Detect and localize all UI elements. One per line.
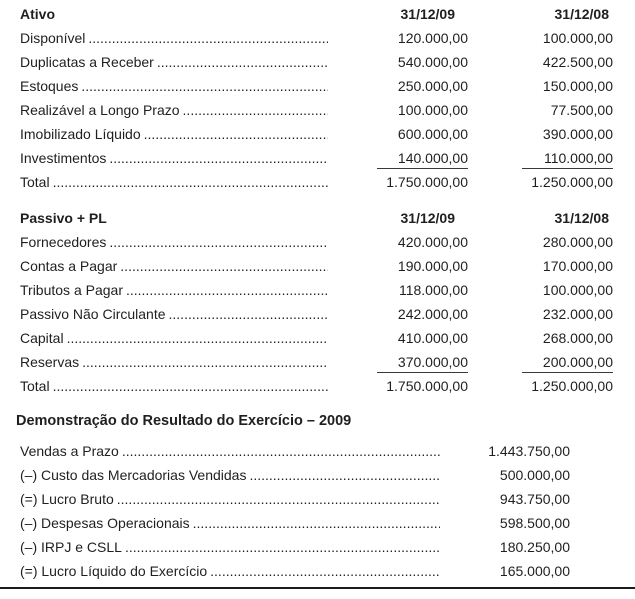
dre-value: 180.250,00 (499, 539, 570, 555)
table-row (20, 30, 613, 54)
dot-leader (122, 539, 440, 555)
ativo-total-row (20, 174, 613, 198)
dot-leader (78, 78, 328, 94)
value-2009: 370.000,00 (328, 354, 468, 373)
value-2008: 422.500,00 (542, 54, 613, 70)
table-row (20, 126, 613, 150)
dot-leader (117, 258, 328, 274)
row-label: Duplicatas a Receber (20, 54, 154, 70)
total-value-2009: 1.750.000,00 (386, 174, 468, 190)
table-row (20, 306, 613, 330)
total-value-2009: 1.750.000,00 (386, 378, 468, 394)
value-2008: 200.000,00 (468, 354, 613, 373)
row-label: (–) IRPJ e CSLL (20, 539, 122, 555)
row-label: Imobilizado Líquido (20, 126, 141, 142)
value-2009: 540.000,00 (397, 54, 468, 70)
dot-leader (50, 174, 328, 190)
table-row (20, 78, 613, 102)
value-2008: 268.000,00 (542, 330, 613, 346)
table-row (20, 102, 613, 126)
dre-rows (20, 443, 613, 587)
table-row (20, 330, 613, 354)
row-label: Reservas (20, 354, 80, 370)
row-label: Disponível (20, 30, 86, 46)
dot-leader (246, 467, 440, 483)
dre-title: Demonstração do Resultado do Exercício – 2009 (16, 413, 352, 429)
value-2008: 110.000,00 (468, 150, 613, 169)
table-row (20, 282, 613, 306)
passivo-total-row (20, 378, 613, 402)
value-2009: 140.000,00 (328, 150, 468, 169)
dot-leader (207, 563, 440, 579)
dot-leader (190, 515, 440, 531)
row-label: (–) Despesas Operacionais (20, 515, 190, 531)
value-2008: 390.000,00 (542, 126, 613, 142)
dot-leader (154, 54, 328, 70)
dot-leader (64, 330, 328, 346)
value-2008: 77.500,00 (550, 102, 613, 118)
value-2008: 280.000,00 (542, 234, 613, 250)
passivo-title: Passivo + PL (20, 210, 107, 226)
dre-value: 943.750,00 (499, 491, 570, 507)
bottom-rule (0, 587, 635, 589)
dot-leader (85, 30, 328, 46)
passivo-table (20, 210, 613, 402)
dot-leader (114, 491, 440, 507)
dre-row (20, 467, 570, 491)
row-label: Fornecedores (20, 234, 107, 250)
table-row (20, 234, 613, 258)
dot-leader (166, 306, 328, 322)
ativo-rows (20, 30, 613, 174)
dre-value: 598.500,00 (499, 515, 570, 531)
total-label: Total (20, 174, 50, 190)
table-row (20, 354, 613, 378)
value-2009: 600.000,00 (397, 126, 468, 142)
dot-leader (106, 234, 328, 250)
dot-leader (141, 126, 328, 142)
table-row (20, 150, 613, 174)
dot-leader (79, 354, 328, 370)
passivo-rows (20, 234, 613, 378)
row-label: Contas a Pagar (20, 258, 118, 274)
row-label: (=) Lucro Bruto (20, 491, 114, 507)
dre-value: 1.443.750,00 (488, 443, 570, 459)
dot-leader (106, 150, 328, 166)
total-label: Total (20, 378, 50, 394)
passivo-header-row (20, 210, 613, 234)
row-label: Estoques (20, 78, 79, 94)
col-header-2009: 31/12/09 (400, 6, 455, 22)
value-2008: 170.000,00 (542, 258, 613, 274)
value-2008: 232.000,00 (542, 306, 613, 322)
value-2008: 100.000,00 (542, 30, 613, 46)
row-label: (=) Lucro Líquido do Exercício (20, 563, 208, 579)
value-2009: 410.000,00 (397, 330, 468, 346)
dre-row (20, 515, 570, 539)
ativo-header-row (20, 6, 613, 30)
value-2009: 250.000,00 (397, 78, 468, 94)
dre-row (20, 491, 570, 515)
value-2009: 118.000,00 (398, 282, 468, 298)
value-2008: 100.000,00 (542, 282, 613, 298)
table-row (20, 258, 613, 282)
value-2009: 100.000,00 (397, 102, 468, 118)
dre-row (20, 563, 570, 587)
row-label: Vendas a Prazo (20, 443, 119, 459)
dre-row (20, 539, 570, 563)
col-header-2009: 31/12/09 (400, 210, 455, 226)
col-header-2008: 31/12/08 (554, 6, 609, 22)
value-2009: 190.000,00 (397, 258, 468, 274)
ativo-title: Ativo (20, 6, 55, 22)
dre-row (20, 443, 570, 467)
value-2009: 242.000,00 (397, 306, 468, 322)
dot-leader (180, 102, 328, 118)
row-label: (–) Custo das Mercadorias Vendidas (20, 467, 247, 483)
total-value-2008: 1.250.000,00 (531, 378, 613, 394)
value-2008: 150.000,00 (542, 78, 613, 94)
value-2009: 420.000,00 (397, 234, 468, 250)
table-row (20, 54, 613, 78)
dre-section (16, 413, 613, 587)
dot-leader (123, 282, 328, 298)
ativo-table (20, 6, 613, 198)
value-2009: 120.000,00 (397, 30, 468, 46)
dot-leader (50, 378, 328, 394)
dre-value: 165.000,00 (499, 563, 570, 579)
row-label: Tributos a Pagar (20, 282, 123, 298)
row-label: Passivo Não Circulante (20, 306, 166, 322)
row-label: Capital (20, 330, 64, 346)
row-label: Realizável a Longo Prazo (20, 102, 180, 118)
row-label: Investimentos (20, 150, 107, 166)
col-header-2008: 31/12/08 (554, 210, 609, 226)
dot-leader (119, 443, 440, 459)
dre-value: 500.000,00 (499, 467, 570, 483)
total-value-2008: 1.250.000,00 (531, 174, 613, 190)
